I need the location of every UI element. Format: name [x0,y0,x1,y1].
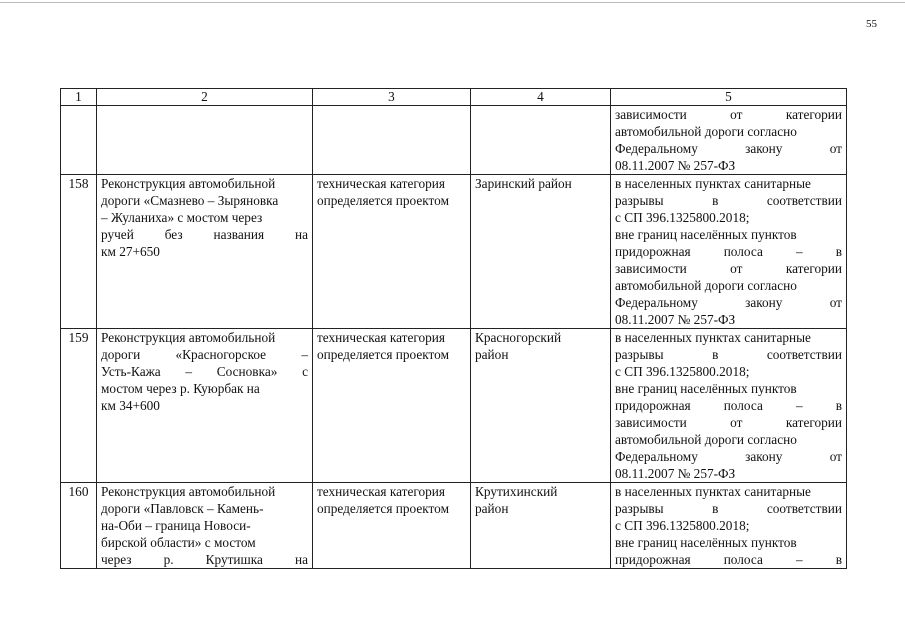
word: соответствии [766,501,842,516]
cell-category [313,175,471,329]
objects-table [60,88,847,569]
text-line [615,414,842,431]
text-line: автомобильной дороги согласно [615,432,797,447]
word: закону [745,295,783,310]
col-header-4: 4 [471,89,611,106]
cell-number: 158 [61,175,97,329]
cell-zone [611,175,847,329]
word: – [795,552,803,567]
col-header-2: 2 [97,89,313,106]
cell-district [471,106,611,175]
text-line [615,346,842,363]
word: соответствии [766,347,842,362]
text-line: дороги «Смазнево – Зыряновка [101,193,279,208]
table-row [61,175,847,329]
text-line: в населенных пунктах санитарные [615,484,811,499]
word: названия [213,227,265,242]
word: закону [745,141,783,156]
text-line: вне границ населённых пунктов [615,227,797,242]
word: на [294,552,308,567]
col-header-3: 3 [313,89,471,106]
text-line: определяется проектом [317,501,449,516]
text-line: техническая категория [317,330,446,345]
col-header-5: 5 [611,89,847,106]
text-line [615,140,842,157]
text-line [615,448,842,465]
cell-district [471,329,611,483]
word: «Красногорское [175,347,267,362]
text-line [101,226,308,243]
word: разрывы [615,501,664,516]
cell-category [313,483,471,569]
word: в [712,193,719,208]
word: Федеральному [615,141,698,156]
text-line: бирской области» с мостом [101,535,256,550]
cell-name [97,329,313,483]
cell-name [97,106,313,175]
text-line: в населенных пунктах санитарные [615,330,811,345]
text-line: определяется проектом [317,193,449,208]
word: – [185,364,193,379]
text-line [615,192,842,209]
word: через [101,552,132,567]
word: от [730,261,743,276]
word: полоса [723,244,763,259]
continuation-row [61,106,847,175]
table-row [61,483,847,569]
word: придорожная [615,398,691,413]
text-line: с СП 396.1325800.2018; [615,210,750,225]
text-line [101,551,308,568]
text-line: вне границ населённых пунктов [615,535,797,550]
text-line [615,106,842,123]
word: Федеральному [615,295,698,310]
text-line: Красногорский [475,330,562,345]
text-line [101,346,308,363]
word: – [795,398,803,413]
col-header-1: 1 [61,89,97,106]
word: полоса [723,398,763,413]
word: в [835,552,842,567]
text-line: мостом через р. Куюрбак на [101,381,260,396]
word: р. [163,552,174,567]
cell-district [471,483,611,569]
text-line: 08.11.2007 № 257-ФЗ [615,466,736,481]
word: в [835,244,842,259]
text-line: Реконструкция автомобильной [101,176,276,191]
word: придорожная [615,552,691,567]
text-line: с СП 396.1325800.2018; [615,518,750,533]
text-line: автомобильной дороги согласно [615,278,797,293]
text-line: техническая категория [317,176,446,191]
word: – [795,244,803,259]
word: категории [785,107,842,122]
text-line: вне границ населённых пунктов [615,381,797,396]
page-top-border [0,2,905,3]
cell-name [97,483,313,569]
word: от [829,141,842,156]
text-line: Крутихинский [475,484,558,499]
word: на [294,227,308,242]
word: в [835,398,842,413]
word: без [164,227,183,242]
word: полоса [723,552,763,567]
text-line: автомобильной дороги согласно [615,124,797,139]
text-line: район [475,501,509,516]
word: Усть-Кажа [101,364,161,379]
word: зависимости [615,261,687,276]
text-line: Заринский район [475,176,572,191]
text-line: 08.11.2007 № 257-ФЗ [615,158,736,173]
cell-district [471,175,611,329]
text-line [615,500,842,517]
word: с [302,364,308,379]
word: Федеральному [615,449,698,464]
cell-category [313,106,471,175]
word: ручей [101,227,134,242]
word: – [301,347,308,362]
table-row [61,329,847,483]
cell-category [313,329,471,483]
cell-zone [611,106,847,175]
text-line [101,363,308,380]
header-row [61,89,847,106]
word: от [730,415,743,430]
word: зависимости [615,415,687,430]
text-line: км 34+600 [101,398,160,413]
text-line: км 27+650 [101,244,160,259]
word: разрывы [615,193,664,208]
word: дороги [101,347,141,362]
word: в [712,347,719,362]
word: разрывы [615,347,664,362]
word: категории [785,261,842,276]
word: Сосновка» [216,364,278,379]
text-line: 08.11.2007 № 257-ФЗ [615,312,736,327]
page-number: 55 [866,18,877,30]
text-line [615,294,842,311]
text-line: Реконструкция автомобильной [101,484,276,499]
text-line [615,260,842,277]
cell-number: 159 [61,329,97,483]
text-line: в населенных пунктах санитарные [615,176,811,191]
text-line [615,551,842,568]
text-line: – Жуланиха» с мостом через [101,210,263,225]
text-line: Реконструкция автомобильной [101,330,276,345]
text-line [615,397,842,414]
word: Крутишка [205,552,263,567]
cell-number [61,106,97,175]
word: зависимости [615,107,687,122]
word: придорожная [615,244,691,259]
text-line: техническая категория [317,484,446,499]
cell-zone [611,329,847,483]
word: от [829,449,842,464]
word: в [712,501,719,516]
text-line: дороги «Павловск – Камень- [101,501,264,516]
text-line [615,243,842,260]
cell-number: 160 [61,483,97,569]
word: от [730,107,743,122]
text-line: с СП 396.1325800.2018; [615,364,750,379]
word: закону [745,449,783,464]
word: соответствии [766,193,842,208]
text-line: на-Оби – граница Новоси- [101,518,251,533]
cell-name [97,175,313,329]
word: категории [785,415,842,430]
text-line: определяется проектом [317,347,449,362]
word: от [829,295,842,310]
text-line: район [475,347,509,362]
cell-zone [611,483,847,569]
